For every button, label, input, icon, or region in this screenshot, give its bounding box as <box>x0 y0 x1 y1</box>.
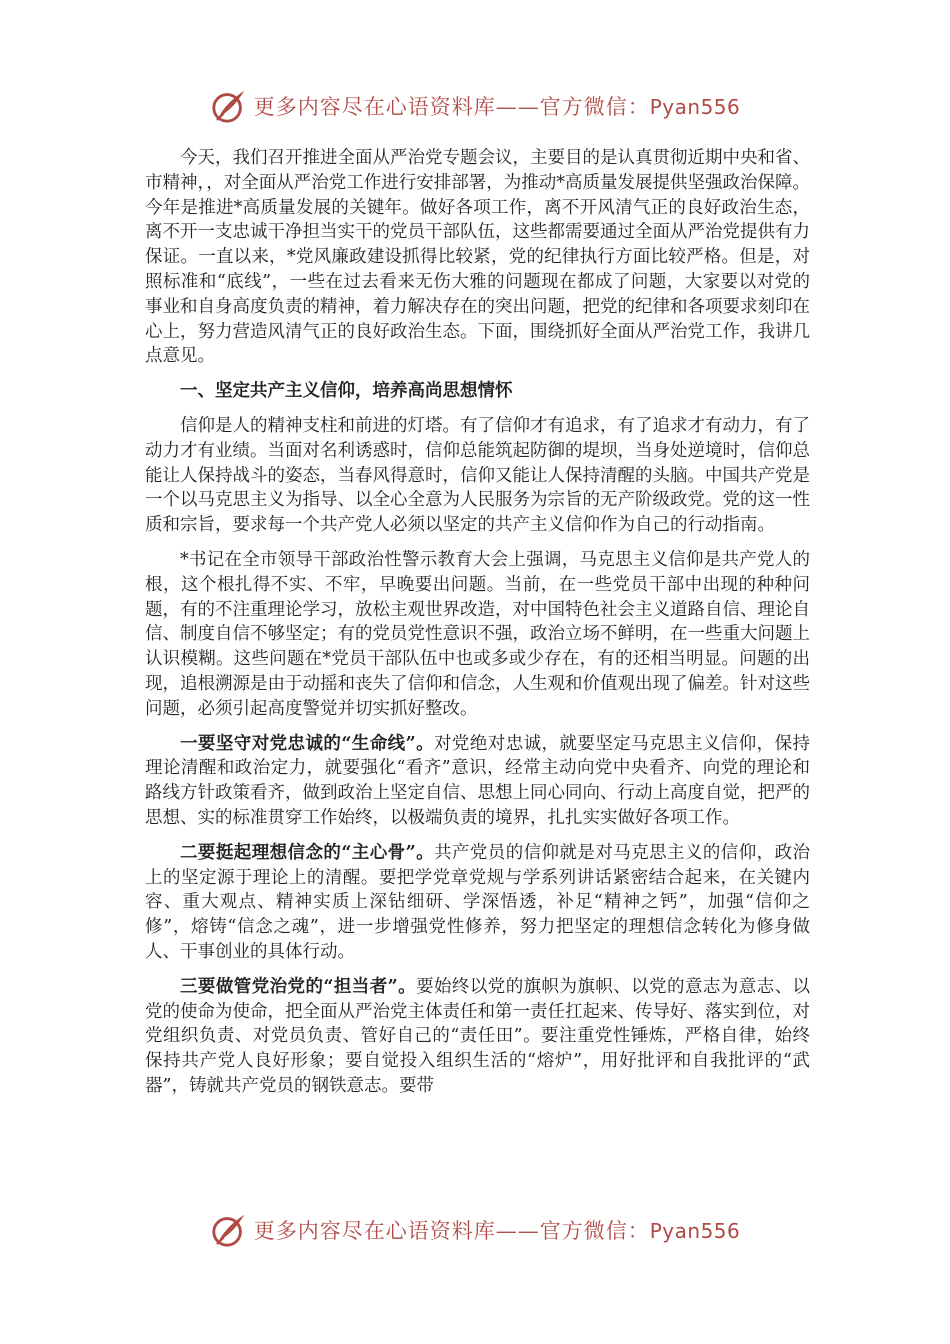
document-body <box>145 146 810 1109</box>
watermark-contact-id: Pyan556 <box>649 95 741 119</box>
quill-circle-icon <box>210 1211 248 1249</box>
watermark-text: 更多内容尽在心语资料库——官方微信：Pyan556 <box>253 1219 741 1243</box>
paragraph-point-3 <box>145 975 810 1099</box>
watermark-header <box>0 84 950 128</box>
quill-circle-icon <box>210 87 248 125</box>
section-heading: 一、坚定共产主义信仰，培养高尚思想情怀 <box>180 381 513 402</box>
point-1-text: 对党绝对忠诚，就要坚定马克思主义信仰，保持理论清醒和政治定力，就要强化“看齐”意识，经常主动向党中央看齐、向党的理论和路线方针政策看齐，做到政治上坚定自信、思想上同心同向、行动上高度自觉，把严的思想、实的标准贯穿工作始终，以极端负责的境界，扎扎实实做好各项工作。 <box>145 733 810 828</box>
point-3-text: 要始终以党的旗帜为旗帜、以党的意志为意志、以党的使命为使命，把全面从严治党主体责任和第一责任扛起来、传导好、落实到位，对党组织负责、对党员负责、管好自己的“责任田”。要注重党性锤炼，严格自律，始终保持共产党人良好形象；要自觉投入组织生活的“熔炉”，用好批评和自我批评的“武器”，铸就共产党员的钢铁意志。要带 <box>145 976 810 1096</box>
point-1-lead: 一要坚守对党忠诚的“生命线”。 <box>180 733 434 754</box>
watermark-footer <box>0 1208 950 1252</box>
point-3-lead: 三要做管党治党的“担当者”。 <box>180 976 417 997</box>
point-2-text: 共产党员的信仰就是对马克思主义的信仰，政治上的坚定源于理论上的清醒。要把学党章党规与学系列讲话紧密结合起来，在关键内容、重大观点、精神实质上深钻细研、学深悟透，补足“精神之钙”，加强“信仰之修”，熔铸“信念之魂”，进一步增强党性修养，努力把坚定的理想信念转化为修身做人、干事创业的具体行动。 <box>145 842 810 962</box>
point-2-lead: 二要挺起理想信念的“主心骨”。 <box>180 842 434 863</box>
paragraph-point-2 <box>145 841 810 965</box>
paragraph-secretary: *书记在全市领导干部政治性警示教育大会上强调，马克思主义信仰是共产党人的根，这个根扎得不实、不牢，早晚要出问题。当前，在一些党员干部中出现的种种问题，有的不注重理论学习，放松主观世界改造，对中国特色社会主义道路自信、理论自信、制度自信不够坚定；有的党员党性意识不强，政治立场不鲜明，在一些重大问题上认识模糊。这些问题在*党员干部队伍中也或多或少存在，有的还相当明显。问题的出现，追根溯源是由于动摇和丧失了信仰和信念，人生观和价值观出现了偏差。针对这些问题，必须引起高度警觉并切实抓好整改。 <box>145 549 810 719</box>
paragraph-intro: 今天，我们召开推进全面从严治党专题会议，主要目的是认真贯彻近期中央和省、市精神，，对全面从严治党工作进行安排部署，为推动*高质量发展提供坚强政治保障。今年是推进*高质量发展的关键年。做好各项工作，离不开风清气正的良好政治生态，离不开一支忠诚干净担当实干的党员干部队伍，这些都需要通过全面从严治党提供有力保证。一直以来，*党风廉政建设抓得比较紧，党的纪律执行方面比较严格。但是，对照标准和“底线”，一些在过去看来无伤大雅的问题现在都成了问题，大家要以对党的事业和自身高度负责的精神，着力解决存在的突出问题，把党的纪律和各项要求刻印在心上，努力营造风清气正的良好政治生态。下面，围绕抓好全面从严治党工作，我讲几点意见。 <box>145 148 810 367</box>
watermark-contact-id: Pyan556 <box>649 1219 741 1243</box>
watermark-text: 更多内容尽在心语资料库——官方微信：Pyan556 <box>253 95 741 119</box>
paragraph-belief: 信仰是人的精神支柱和前进的灯塔。有了信仰才有追求，有了追求才有动力，有了动力才有业绩。当面对名利诱惑时，信仰总能筑起防御的堤坝，当身处逆境时，信仰总能让人保持战斗的姿态，当春风得意时，信仰又能让人保持清醒的头脑。中国共产党是一个以马克思主义为指导、以全心全意为人民服务为宗旨的无产阶级政党。党的这一性质和宗旨，要求每一个共产党人必须以坚定的共产主义信仰作为自己的行动指南。 <box>145 415 810 536</box>
paragraph-point-1 <box>145 732 810 831</box>
